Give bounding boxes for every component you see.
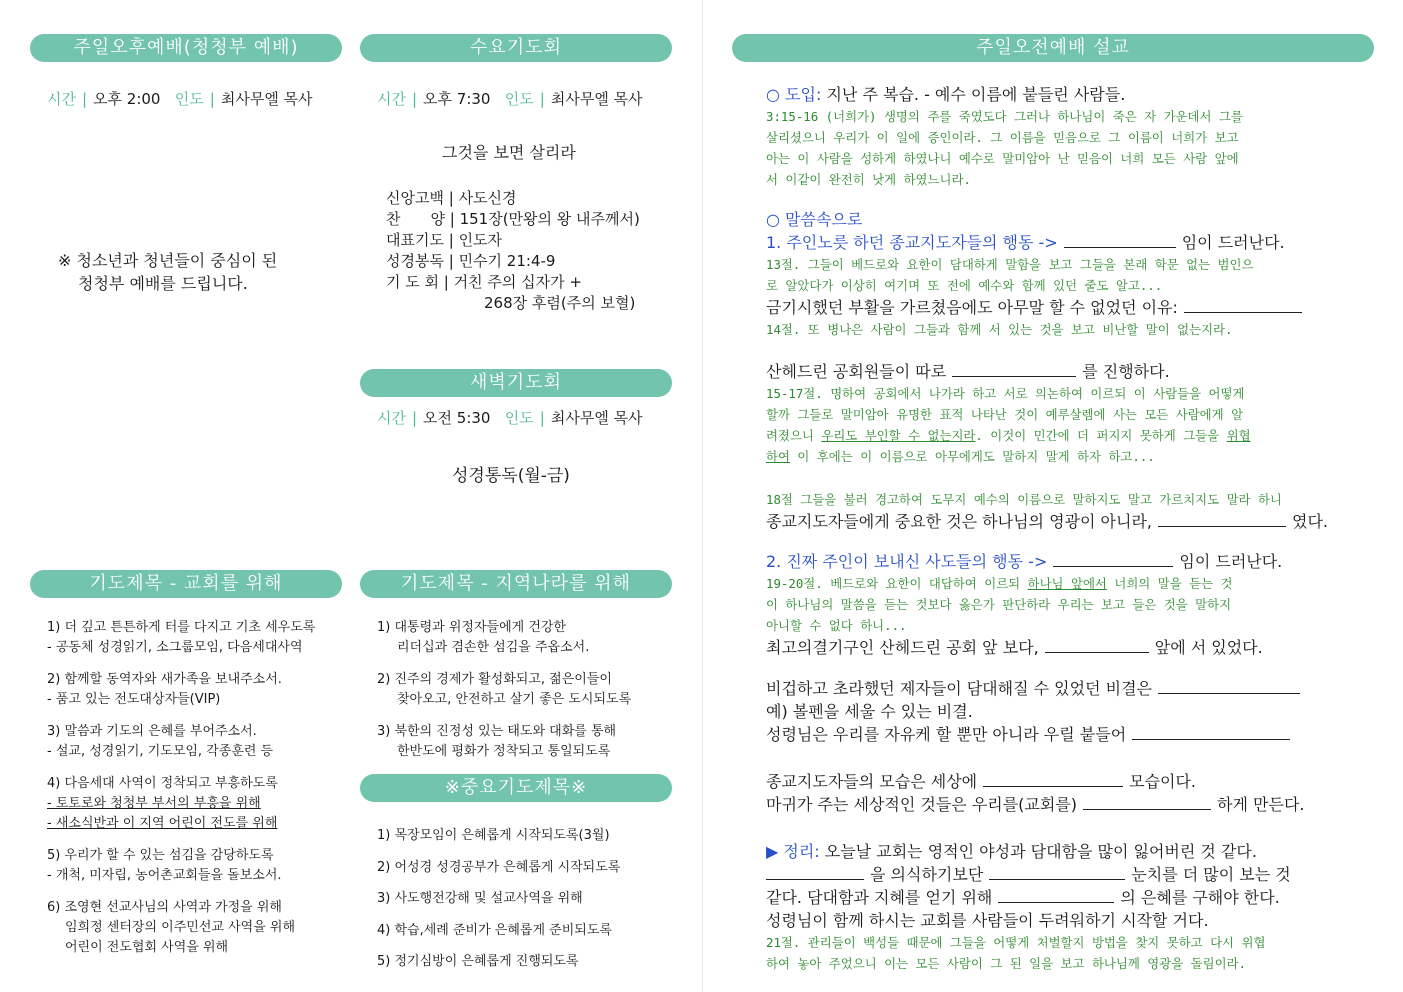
sermon-sanhedrin: 산헤드린 공회원들이 따로 를 진행하다. 15-17절. 명하여 공회에서 나가라 하고 서로 의논하여 이르되 이 사람들을 어떻게 할까 그들로 말미암아 유명한 표적 나타난 것이 예루살렘에 사는 모든 사람에게 알 려졌으니 우리도 부인할 수 없는지라. 이것이 민간에 더 퍼지지 못하게 그들을 위협 하여 이 후에는 이 이름으로 아무에게도 말하지 말게 하자 하고... xyxy=(766,362,1251,464)
prayer-item: 3) 북한의 진정성 있는 태도와 대화를 통해 한반도에 평화가 정착되고 통일되도록 xyxy=(377,724,617,759)
afternoon-leader: 최사무엘 목사 xyxy=(220,90,313,108)
wednesday-order xyxy=(386,188,640,314)
sermon-intro: ○ 도입: 지난 주 복습. - 예수 이름에 붙들린 사람들. 3:15-16 (너희가) 생명의 주를 죽였도다 그러나 하나님이 죽은 자 가운데서 그를 살리셨으니 우리가 이 일에 증인이라. 그 이름을 믿음으로 그 이름이 너희가 보고 아는 이 사람을 성하게 하였나니 예수로 말미암아 난 믿음이 너희 모든 사람 앞에 서 이같이 완전히 낫게 하였느니라. xyxy=(766,83,1346,190)
order-row: 찬 양 | 151장(만왕의 왕 내주께서) xyxy=(386,210,640,228)
prayer-item: 4) 다음세대 사역이 정착되고 부흥하도록 - 토토로와 청청부 부서의 부흥을 위해 - 새소식반과 이 지역 어린이 전도를 위해 xyxy=(47,776,278,831)
wednesday-meta: 시간 | 오후 7:30 인도 | 최사무엘 목사 xyxy=(377,90,643,108)
important-list xyxy=(377,820,620,978)
prayer-item: 2) 함께할 동역자와 새가족을 보내주소서. - 품고 있는 전도대상자들(VIP) xyxy=(47,672,282,707)
prayer-item: 6) 조영현 선교사님의 사역과 가정을 위해 임희정 센터장의 이주민선교 사역을 위해 어린이 전도협회 사역을 위해 xyxy=(47,900,296,955)
dawn-meta: 시간 | 오전 5:30 인도 | 최사무엘 목사 xyxy=(377,409,643,427)
dawn-leader: 최사무엘 목사 xyxy=(550,409,643,427)
prayer-nation-title: 기도제목 - 지역나라를 위해 xyxy=(360,570,672,598)
important-item: 5) 정기심방이 은혜롭게 진행되도록 xyxy=(377,954,579,969)
sermon-point-2: 2. 진짜 주인이 보내신 사도들의 행동 -> 임이 드러난다. 19-20절. 베드로와 요한이 대답하여 이르되 하나님 앞에서 너희의 말을 듣는 것 이 하나님의 말씀을 듣는 것보다 옳은가 판단하라 우리는 보고 들은 것을 말하지 아니할 수 없다 하니... 최고의결기구인 산헤드린 공회 앞 보다, 앞에 서 있었다. xyxy=(766,552,1283,657)
prayer-item: 1) 더 깊고 튼튼하게 터를 다지고 기초 세우도록 - 공동체 성경읽기, 소그룹모임, 다음세대사역 xyxy=(47,620,316,655)
prayer-church-list xyxy=(47,618,315,970)
prayer-church-title: 기도제목 - 교회를 위해 xyxy=(30,570,342,598)
order-row: 성경봉독 | 민수기 21:4-9 xyxy=(386,252,556,270)
important-title: ※중요기도제목※ xyxy=(360,774,672,802)
sermon-word: ○ 말씀속으로 1. 주인노릇 하던 종교지도자들의 행동 -> 임이 드러난다. 13절. 그들이 베드로와 요한이 담대하게 말함을 보고 그들을 본래 학문 없는 범인으 로 알았다가 이상히 여기며 또 전에 예수와 함께 있던 줄도 알고... 금기시했던 부활을 가르쳤음에도 아무말 할 수 없었던 이유: 14절. 또 병나은 사람이 그들과 함께 서 있는 것을 보고 비난할 말이 없는지라. xyxy=(766,208,1346,340)
leader-label: 인도 xyxy=(174,90,204,108)
sermon-summary: ▶ 정리: 오늘날 교회는 영적인 야성과 담대함을 많이 잃어버린 것 같다. 을 의식하기보단 눈치를 더 많이 보는 것 같다. 담대함과 지혜를 얻기 위해 의 은혜를 구해야 한다. 성령님이 함께 하시는 교회를 사람들이 두려워하기 시작할 거다. 21절. 관리들이 백성들 때문에 그들을 어떻게 처벌할지 방법을 찾지 못하고 다시 위협 하여 놓아 주었으니 이는 모든 사람이 그 된 일을 보고 하나님께 영광을 돌림이라. xyxy=(766,842,1291,971)
time-label: 시간 xyxy=(377,409,406,427)
intro-verse: 3:15-16 (너희가) 생명의 주를 죽였도다 그러나 하나님이 죽은 자 가운데서 그를 살리셨으니 우리가 이 일에 증인이라. 그 이름을 믿음으로 그 이름이 너희가 보고 아는 이 사람을 성하게 하였나니 예수로 말미암아 난 믿음이 너희 모든 사람 앞에 서 이같이 완전히 낫게 하였느니라. xyxy=(766,109,1243,187)
sermon-title: 주일오전예배 설교 xyxy=(732,34,1374,62)
leader-label: 인도 xyxy=(504,90,534,108)
order-row: 대표기도 | 인도자 xyxy=(386,231,503,249)
dawn-title: 새벽기도회 xyxy=(360,369,672,397)
afternoon-time: 오후 2:00 xyxy=(93,90,161,108)
leader-label: 인도 xyxy=(504,409,534,427)
dawn-time: 오전 5:30 xyxy=(423,409,491,427)
time-label: 시간 xyxy=(47,90,76,108)
afternoon-notice-2: 청청부 예배를 드립니다. xyxy=(78,274,248,293)
wednesday-leader: 최사무엘 목사 xyxy=(550,90,643,108)
intro-label: ○ 도입: xyxy=(766,85,822,104)
word-label: ○ 말씀속으로 xyxy=(766,210,863,229)
prayer-nation-list xyxy=(377,618,631,774)
important-item: 1) 목장모임이 은혜롭게 시작되도록(3월) xyxy=(377,828,610,843)
wednesday-title: 수요기도회 xyxy=(360,34,672,62)
dawn-content: 성경통독(월-금) xyxy=(452,466,570,486)
order-row: 기 도 회 | 거친 주의 십자가 + xyxy=(386,273,582,291)
page-divider xyxy=(702,0,703,992)
order-row-cont: 268장 후렴(주의 보혈) xyxy=(484,294,636,312)
sermon-glory: 18절 그들을 불러 경고하여 도무지 예수의 이름으로 말하지도 말고 가르치지도 말라 하니 종교지도자들에게 중요한 것은 하나님의 영광이 아니라, 였다. xyxy=(766,492,1329,531)
prayer-item: 5) 우리가 할 수 있는 섬김을 감당하도록 - 개척, 미자립, 농어촌교회들을 돌보소서. xyxy=(47,848,282,883)
prayer-item: 2) 진주의 경제가 활성화되고, 젊은이들이 찾아오고, 안전하고 살기 좋은 도시되도록 xyxy=(377,672,632,707)
wednesday-sermon: 그것을 보면 살리라 xyxy=(442,143,576,162)
afternoon-title: 주일오후예배(청청부 예배) xyxy=(30,34,342,62)
afternoon-meta: 시간 | 오후 2:00 인도 | 최사무엘 목사 xyxy=(47,90,313,108)
order-row: 신앙고백 | 사도신경 xyxy=(386,189,517,207)
time-label: 시간 xyxy=(377,90,406,108)
important-item: 4) 학습,세례 준비가 은혜롭게 준비되도록 xyxy=(377,922,612,938)
prayer-item: 3) 말씀과 기도의 은혜를 부어주소서. - 설교, 성경읽기, 기도모임, 각종훈련 등 xyxy=(47,724,274,759)
sermon-leaders: 종교지도자들의 모습은 세상에 모습이다. 마귀가 주는 세상적인 것들은 우리를(교회를) 하게 만든다. xyxy=(766,772,1305,814)
important-item: 3) 사도행전강해 및 설교사역을 위해 xyxy=(377,891,583,906)
sermon-secret: 비겁하고 초라했던 제자들이 담대해질 수 있었던 비결은 예) 볼펜을 세울 수 있는 비결. 성령님은 우리를 자유케 할 뿐만 아니라 우릴 붙들어 xyxy=(766,677,1346,746)
wednesday-time: 오후 7:30 xyxy=(423,90,491,108)
important-item: 2) 어성경 성경공부가 은혜롭게 시작되도록 xyxy=(377,859,621,875)
summary-label: ▶ 정리: xyxy=(766,842,820,861)
afternoon-notice-1: ※ 청소년과 청년들이 중심이 된 xyxy=(58,251,278,270)
prayer-item: 1) 대통령과 위정자들에게 건강한 리더십과 겸손한 섬김을 주옵소서. xyxy=(377,620,590,655)
